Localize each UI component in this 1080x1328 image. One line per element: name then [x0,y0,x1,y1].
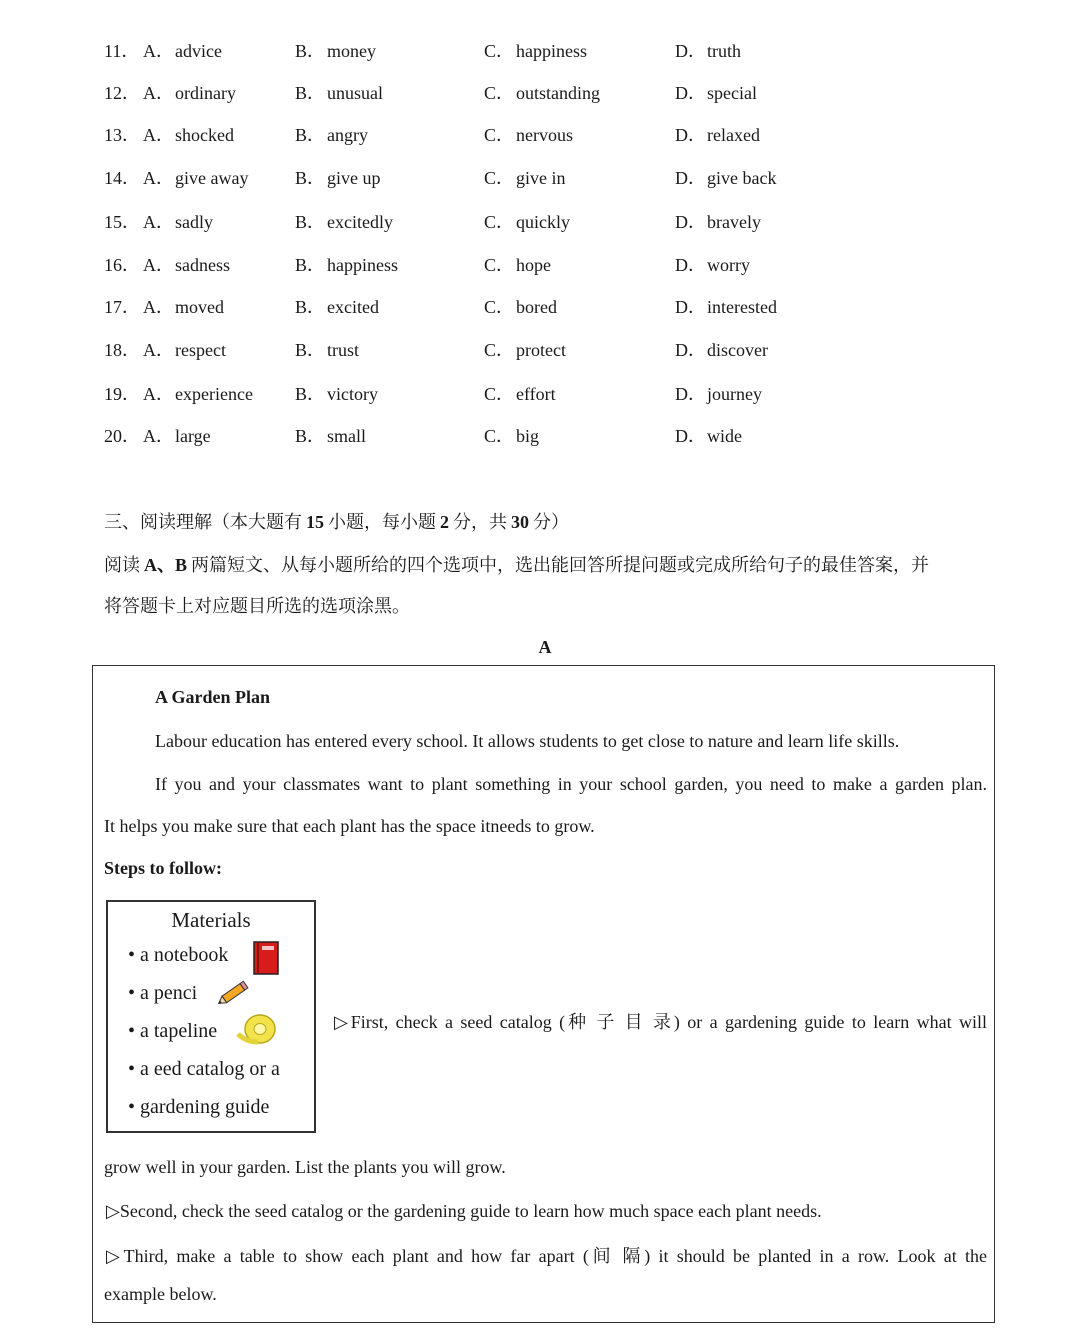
section-instruction [104,551,929,577]
option-letter: D． [675,83,706,103]
option-text: small [327,426,366,446]
steps-heading: Steps to follow: [104,858,222,878]
option-letter: B． [295,384,326,404]
option-text: shocked [175,125,234,145]
option-b [295,37,376,63]
option-d [675,422,742,448]
option-letter: C． [484,297,515,317]
option-text: protect [516,340,566,360]
instruction-passages: A、B [144,555,188,575]
option-letter: B． [295,83,326,103]
option-d [675,121,760,147]
heading-text: 分） [533,512,569,532]
option-text: advice [175,41,222,61]
heading-total: 30 [511,512,529,532]
option-text: discover [707,340,768,360]
heading-text: 分，共 [453,512,507,532]
step-1-line-2: grow well in your garden. List the plants you will grow. [104,1157,506,1177]
passage-paragraph-1: Labour education has entered every school. It allows students to get close to nature and learn life skills. [155,731,900,751]
option-text: sadly [175,212,213,232]
option-c [484,79,600,105]
option-text: excited [327,297,379,317]
question-number: 13． [104,125,140,145]
option-text: effort [516,384,556,404]
option-b [295,208,393,234]
option-letter: C． [484,168,515,188]
option-text: hope [516,255,551,275]
option-a [143,164,248,190]
option-text: moved [175,297,224,317]
step-1-line-1: ▷First, check a seed catalog (种 子 目 录) or a gardening guide to learn what will [334,1012,987,1032]
option-a [143,422,211,448]
option-text: big [516,426,540,446]
step-3-line-1: ▷Third, make a table to show each plant and how far apart (间 隔) it should be planted in a row. Look at the [106,1246,987,1266]
option-letter: B． [295,297,326,317]
option-text: angry [327,125,368,145]
option-text: give up [327,168,381,188]
question-number: 20． [104,426,140,446]
option-letter: D． [675,255,706,275]
materials-item: • a notebook [128,944,229,966]
option-letter: A． [143,212,174,232]
option-c [484,293,557,319]
option-letter: A． [143,340,174,360]
option-d [675,208,761,234]
option-text: bored [516,297,557,317]
materials-title: Materials [171,908,251,932]
option-d [675,79,757,105]
option-text: bravely [707,212,761,232]
option-letter: D． [675,41,706,61]
option-b [295,422,366,448]
question-row [0,422,1080,452]
option-b [295,251,398,277]
option-b [295,293,379,319]
question-row [0,164,1080,194]
option-letter: C． [484,340,515,360]
option-d [675,164,776,190]
heading-text: 小题，每小题 [328,512,436,532]
option-text: truth [707,41,741,61]
question-number: 16． [104,255,140,275]
option-letter: D． [675,426,706,446]
option-text: wide [707,426,742,446]
option-letter: A． [143,297,174,317]
option-letter: C． [484,125,515,145]
section-heading [104,508,569,534]
section-instruction-2: 将答题卡上对应题目所选的选项涂黑。 [104,596,410,616]
option-text: relaxed [707,125,760,145]
option-letter: A． [143,83,174,103]
option-text: worry [707,255,750,275]
materials-item: • a penci [128,982,198,1004]
materials-box [106,900,316,1133]
option-text: happiness [516,41,587,61]
option-a [143,251,230,277]
question-row [0,380,1080,410]
option-b [295,380,378,406]
option-text: happiness [327,255,398,275]
option-text: unusual [327,83,383,103]
question-row [0,37,1080,67]
passage-paragraph-2-line-1: If you and your classmates want to plant something in your school garden, you need to make a garden plan. [155,774,987,794]
question-number: 14． [104,168,140,188]
option-letter: D． [675,340,706,360]
option-text: money [327,41,376,61]
option-letter: D． [675,125,706,145]
option-c [484,336,566,362]
option-text: excitedly [327,212,393,232]
tapeline-icon [236,1012,278,1046]
option-a [143,293,224,319]
option-c [484,208,570,234]
option-text: outstanding [516,83,600,103]
heading-points: 2 [440,512,449,532]
option-b [295,121,368,147]
question-number: 18． [104,340,140,360]
option-text: give away [175,168,249,188]
question-row [0,251,1080,281]
option-letter: D． [675,168,706,188]
materials-item: • a eed catalog or a [128,1058,280,1080]
option-letter: C． [484,255,515,275]
option-a [143,208,213,234]
heading-count: 15 [306,512,324,532]
option-letter: B． [295,340,326,360]
pencil-icon [218,978,252,1006]
option-text: nervous [516,125,573,145]
option-letter: C． [484,212,515,232]
option-a [143,79,236,105]
option-letter: C． [484,83,515,103]
instruction-text: 两篇短文、从每小题所给的四个选项中，选出能回答所提问题或完成所给句子的最佳答案，并 [191,555,930,575]
option-letter: D． [675,212,706,232]
option-c [484,164,566,190]
option-letter: A． [143,384,174,404]
passage-label: A [538,637,552,657]
option-d [675,380,762,406]
option-text: give back [707,168,777,188]
question-row [0,208,1080,238]
option-d [675,336,768,362]
option-a [143,380,253,406]
option-text: experience [175,384,253,404]
question-row [0,336,1080,366]
step-2: ▷Second, check the seed catalog or the gardening guide to learn how much space each plant needs. [106,1201,822,1221]
option-text: large [175,426,211,446]
materials-item: • gardening guide [128,1096,270,1118]
option-text: special [707,83,757,103]
option-d [675,293,777,319]
option-d [675,251,750,277]
option-letter: A． [143,255,174,275]
option-letter: C． [484,41,515,61]
option-c [484,121,573,147]
option-b [295,164,381,190]
option-b [295,79,383,105]
option-a [143,37,222,63]
option-letter: C． [484,426,515,446]
option-letter: B． [295,41,326,61]
option-letter: A． [143,41,174,61]
option-a [143,336,226,362]
option-text: sadness [175,255,230,275]
option-b [295,336,359,362]
passage-title: A Garden Plan [155,687,271,707]
option-letter: D． [675,297,706,317]
option-c [484,251,551,277]
instruction-text: 阅读 [104,555,140,575]
option-text: journey [707,384,762,404]
option-letter: B． [295,212,326,232]
option-d [675,37,741,63]
option-text: victory [327,384,378,404]
question-number: 15． [104,212,140,232]
option-text: ordinary [175,83,236,103]
question-number: 19． [104,384,140,404]
materials-item: • a tapeline [128,1020,218,1042]
option-text: respect [175,340,226,360]
question-row [0,293,1080,323]
option-c [484,422,539,448]
question-number: 12． [104,83,140,103]
option-a [143,121,234,147]
option-text: trust [327,340,360,360]
question-row [0,121,1080,151]
question-number: 11． [104,41,140,61]
option-letter: D． [675,384,706,404]
question-row [0,79,1080,109]
option-text: quickly [516,212,570,232]
heading-text: 三、阅读理解（本大题有 [104,512,302,532]
passage-paragraph-2-line-2: It helps you make sure that each plant has the space itneeds to grow. [104,816,595,836]
option-letter: C． [484,384,515,404]
option-letter: B． [295,125,326,145]
option-letter: B． [295,426,326,446]
option-letter: A． [143,426,174,446]
question-number: 17． [104,297,140,317]
option-c [484,37,587,63]
option-letter: A． [143,125,174,145]
option-text: give in [516,168,566,188]
step-3-line-2: example below. [104,1284,217,1304]
option-letter: B． [295,255,326,275]
option-text: interested [707,297,777,317]
option-letter: A． [143,168,174,188]
notebook-icon [252,940,280,976]
option-c [484,380,556,406]
option-letter: B． [295,168,326,188]
